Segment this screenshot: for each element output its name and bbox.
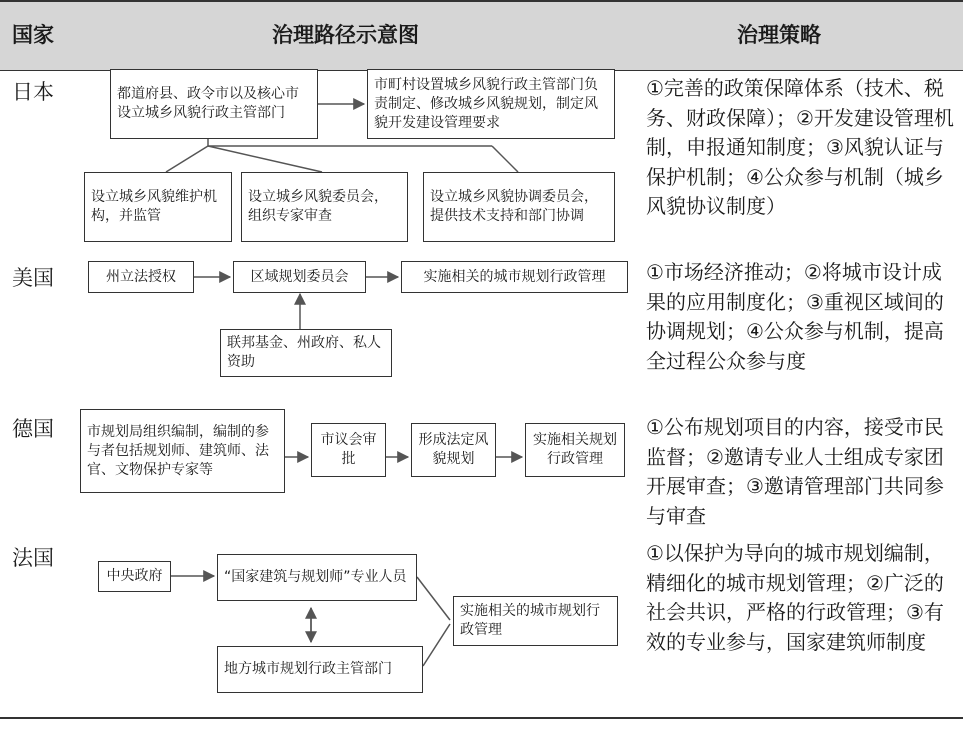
japan-branch-box5 (492, 146, 518, 172)
france-box-implementation: 实施相关的城市规划行政管理 (453, 596, 618, 646)
japan-box-municipal: 市町村设置城乡风貌行政主管部门负责制定、修改城乡风貌规划，制定风貌开发建设管理要求 (367, 69, 615, 139)
germany-box-planning-bureau: 市规划局组织编制，编制的参与者包括规划师、建筑师、法官、文物保护专家等 (80, 409, 285, 493)
japan-box-maintenance: 设立城乡风貌维护机构，并监管 (84, 172, 232, 242)
usa-box-authorization: 州立法授权 (88, 261, 194, 293)
bottom-rule (0, 717, 963, 719)
germany-box-council: 市议会审批 (311, 423, 386, 477)
germany-box-statutory-plan: 形成法定风貌规划 (411, 423, 496, 477)
japan-strategy: ①完善的政策保障体系（技术、税务、财政保障）；②开发建设管理机制，申报通知制度；③风貌认证与保护机制；④公众参与机制（城乡风貌协议制度） (646, 76, 954, 218)
usa-box-implementation: 实施相关的城市规划行政管理 (401, 261, 628, 293)
header-diagram: 治理路径示意图 (272, 23, 419, 47)
header-country: 国家 (12, 23, 54, 47)
usa-box-regional-committee: 区域规划委员会 (233, 261, 366, 293)
japan-box-prefecture: 都道府县、政令市以及核心市设立城乡风貌行政主管部门 (110, 69, 318, 139)
japan-branch-box4 (208, 146, 322, 172)
header-strategy: 治理策略 (737, 23, 821, 47)
country-germany: 德国 (12, 417, 54, 441)
france-box-local-dept: 地方城市规划行政主管部门 (217, 646, 423, 693)
france-strategy: ①以保护为导向的城市规划编制，精细化的城市规划管理；②广泛的社会共识，严格的行政管理；③有效的专业参与，国家建筑师制度 (646, 541, 944, 654)
germany-strategy: ①公布规划项目的内容，接受市民监督；②邀请专业人士组成专家团开展审查；③邀请管理部门共同参与审查 (646, 415, 944, 528)
japan-branch-box3 (166, 146, 208, 172)
country-france: 法国 (12, 546, 54, 570)
country-usa: 美国 (12, 266, 54, 290)
usa-strategy: ①市场经济推动；②将城市设计成果的应用制度化；③重视区域间的协调规划；④公众参与机制，提高全过程公众参与度 (646, 260, 944, 373)
usa-box-funding: 联邦基金、州政府、私人资助 (220, 329, 392, 377)
france-box-central-gov: 中央政府 (98, 561, 171, 592)
germany-box-implementation: 实施相关规划行政管理 (525, 423, 625, 477)
france-line-top (417, 577, 450, 620)
france-box-architects: “国家建筑与规划师”专业人员 (217, 554, 417, 601)
japan-box-committee: 设立城乡风貌委员会，组织专家审查 (241, 172, 408, 242)
france-line-bottom (423, 624, 450, 666)
japan-box-coordination: 设立城乡风貌协调委员会，提供技术支持和部门协调 (423, 172, 615, 242)
country-japan: 日本 (12, 80, 54, 104)
